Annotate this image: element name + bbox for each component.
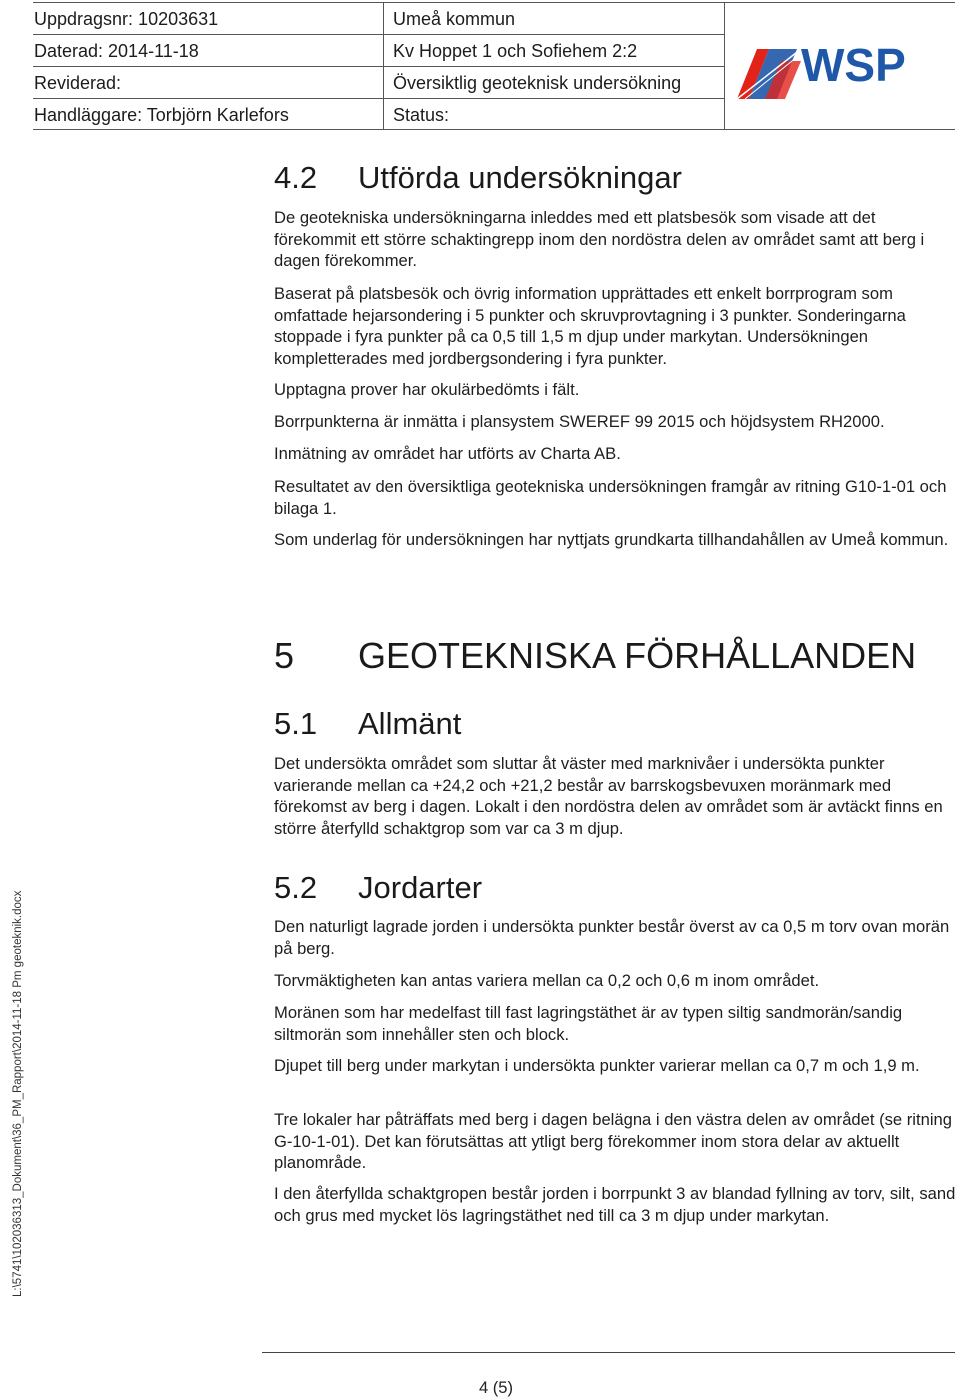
heading-title: Jordarter bbox=[358, 870, 483, 905]
project: Kv Hoppet 1 och Sofiehem 2:2 bbox=[384, 35, 724, 67]
status: Status: bbox=[393, 105, 450, 125]
paragraph: I den återfyllda schaktgropen består jorden i borrpunkt 3 av blandad fyllning av torv, silt, sand och grus med mycket lös lagringstäthet ned till ca 3 m djup under markytan. bbox=[274, 1184, 956, 1225]
paragraph: Baserat på platsbesök och övrig information upprättades ett enkelt borrprogram som omfattade hejarsondering i 5 punkter och skruvprovtagning i 3 punkter. Sonderingarna stoppade i fyra punkter på ca 0,5 till 1,5 m djup under markytan. Undersökningen kompletterades med jordbergsondering i fyra punkter. bbox=[274, 284, 906, 368]
paragraph: Som underlag för undersökningen har nyttjats grundkarta tillhandahållen av Umeå kommun. bbox=[274, 530, 949, 549]
logo-cell bbox=[725, 3, 955, 129]
revised: Reviderad: bbox=[33, 67, 383, 99]
assignment-number: Uppdragsnr: 10203631 bbox=[33, 3, 383, 35]
paragraph: Torvmäktigheten kan antas variera mellan ca 0,2 och 0,6 m inom området. bbox=[274, 971, 820, 990]
heading-title: Allmänt bbox=[358, 706, 462, 741]
paragraph: Moränen som har medelfast till fast lagringstäthet är av typen siltig sandmorän/sandig siltmorän som innehåller sten och block. bbox=[274, 1003, 903, 1044]
heading-number: 4.2 bbox=[274, 160, 318, 195]
document-header bbox=[33, 2, 955, 130]
heading-title: Utförda undersökningar bbox=[358, 160, 682, 195]
header-middle-column bbox=[384, 3, 725, 129]
heading-title: GEOTEKNISKA FÖRHÅLLANDEN bbox=[358, 635, 917, 676]
wsp-logo bbox=[735, 33, 925, 103]
handler: Handläggare: Torbjörn Karlefors bbox=[34, 105, 289, 125]
heading-number: 5 bbox=[274, 635, 295, 676]
file-path-sidebar: L:\5741\102036313_Dokument\36_PM_Rapport\2014-11-18 Pm geoteknik.docx bbox=[12, 890, 24, 1297]
header-left-column bbox=[33, 3, 384, 129]
paragraph: Upptagna prover har okulärbedömts i fält. bbox=[274, 380, 580, 399]
heading-5-1 bbox=[274, 706, 461, 742]
heading-number: 5.2 bbox=[274, 870, 318, 905]
paragraph: Djupet till berg under markytan i undersökta punkter varierar mellan ca 0,7 m och 1,9 m. bbox=[274, 1056, 920, 1075]
logo-text: WSP bbox=[801, 39, 906, 91]
heading-4-2 bbox=[274, 160, 682, 196]
date: Daterad: 2014-11-18 bbox=[33, 35, 383, 67]
paragraph: Borrpunkterna är inmätta i plansystem SWEREF 99 2015 och höjdsystem RH2000. bbox=[274, 412, 885, 431]
paragraph: De geotekniska undersökningarna inleddes med ett platsbesök som visade att det förekommit ett större schaktingrepp inom den nordöstra delen av området samt att berg i dagen förekommer. bbox=[274, 208, 925, 270]
paragraph: Tre lokaler har påträffats med berg i dagen belägna i den västra delen av området (se ritning G-10-1-01). Det kan förutsättas att ytligt berg förekommer inom stora delar av aktuellt planområde. bbox=[274, 1110, 952, 1172]
page-number: 4 (5) bbox=[478, 1378, 514, 1397]
heading-5 bbox=[274, 635, 916, 677]
footer-divider bbox=[262, 1352, 955, 1353]
heading-number: 5.1 bbox=[274, 706, 318, 741]
paragraph: Resultatet av den översiktliga geotekniska undersökningen framgår av ritning G10-1-01 och bilaga 1. bbox=[274, 477, 947, 518]
paragraph: Inmätning av området har utförts av Charta AB. bbox=[274, 444, 621, 463]
client: Umeå kommun bbox=[384, 3, 724, 35]
heading-5-2 bbox=[274, 870, 482, 906]
paragraph: Den naturligt lagrade jorden i undersökta punkter består överst av ca 0,5 m torv ovan morän på berg. bbox=[274, 917, 950, 958]
paragraph: Det undersökta området som sluttar åt väster med marknivåer i undersökta punkter varierande mellan ca +24,2 och +21,2 består av barrskogsbevuxen moränmark med förekomst av berg i dagen. Lokalt i den nordöstra delen av området som är avtäckt finns en större återfylld schaktgrop som var ca 3 m djup. bbox=[274, 754, 943, 838]
document-type: Översiktlig geoteknisk undersökning bbox=[384, 67, 724, 99]
